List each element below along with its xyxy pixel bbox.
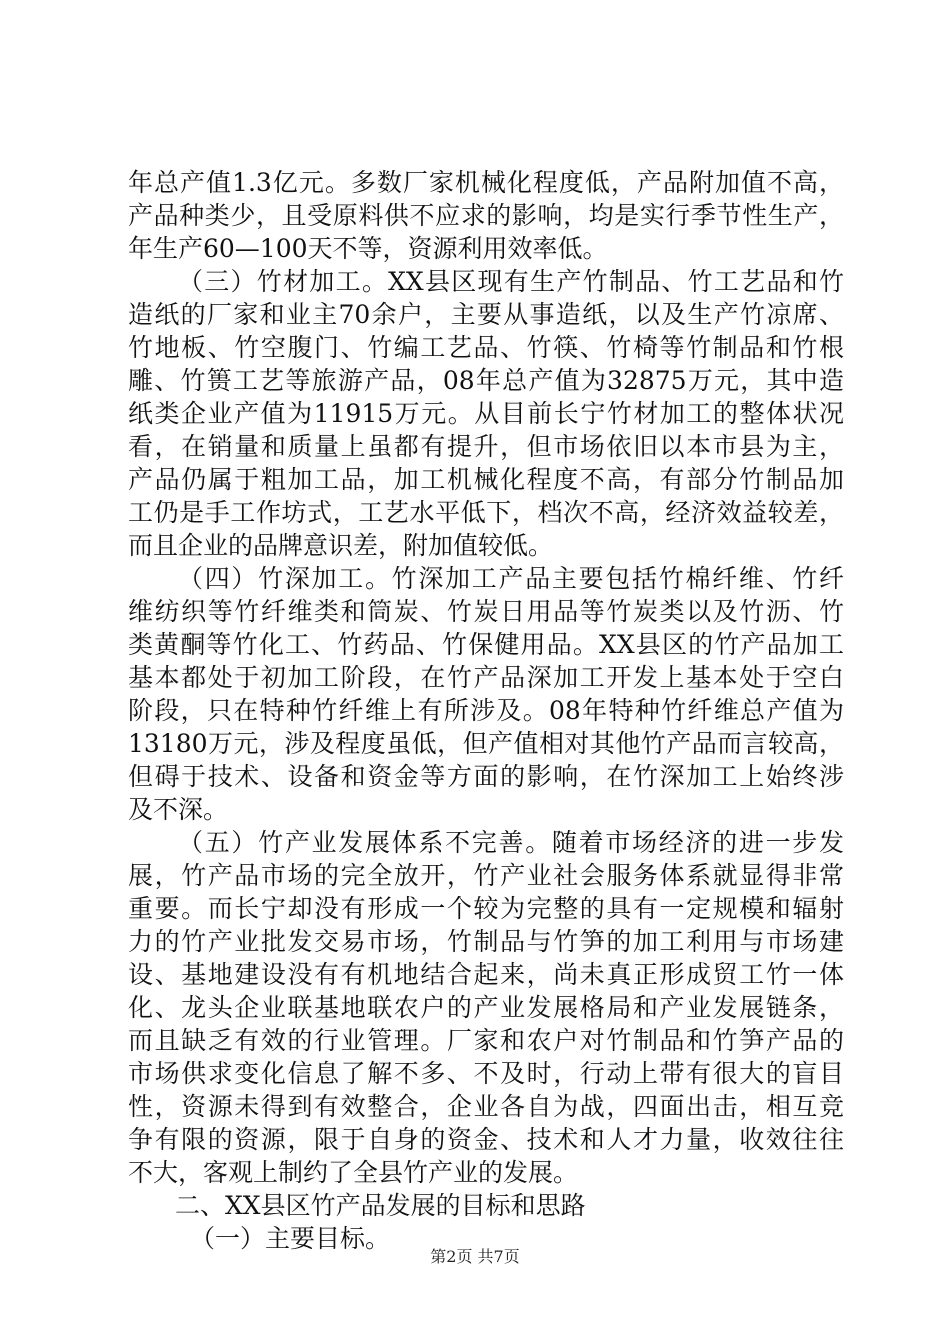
text-line: 竹地板、竹空腹门、竹编工艺品、竹筷、竹椅等竹制品和竹根 (128, 333, 844, 362)
text-line: 但碍于技术、设备和资金等方面的影响，在竹深加工上始终涉 (128, 762, 844, 791)
text-line: 阶段，只在特种竹纤维上有所涉及。08年特种竹纤维总产值为 (128, 696, 844, 725)
text-line: 性，资源未得到有效整合，企业各自为战，四面出击，相互竞 (128, 1092, 844, 1121)
text-line: 设、基地建设没有有机地结合起来，尚未真正形成贸工竹一体 (128, 960, 844, 989)
text-line: 造纸的厂家和业主70余户，主要从事造纸，以及生产竹凉席、 (128, 300, 844, 329)
text-line: 及不深。 (128, 795, 229, 824)
text-line: 类黄酮等竹化工、竹药品、竹保健用品。XX县区的竹产品加工 (128, 630, 844, 659)
text-line: 年总产值1.3亿元。多数厂家机械化程度低，产品附加值不高， (128, 168, 844, 197)
document-body (128, 166, 844, 1255)
text-line: 而且企业的品牌意识差，附加值较低。 (128, 531, 554, 560)
text-line: 纸类企业产值为11915万元。从目前长宁竹材加工的整体状况 (128, 399, 844, 428)
text-line: 看，在销量和质量上虽都有提升，但市场依旧以本市县为主， (128, 432, 844, 461)
page-footer: 第2页 共7页 (430, 1247, 520, 1266)
text-line: 13180万元，涉及程度虽低，但产值相对其他竹产品而言较高， (128, 729, 844, 758)
text-line: （一）主要目标。 (190, 1224, 391, 1253)
text-line: 雕、竹篑工艺等旅游产品，08年总产值为32875万元，其中造 (128, 366, 844, 395)
text-line: 力的竹产业批发交易市场，竹制品与竹笋的加工利用与市场建 (128, 927, 844, 956)
text-line: 维纺织等竹纤维类和筒炭、竹炭日用品等竹炭类以及竹沥、竹 (128, 597, 844, 626)
text-line: 工仍是手工作坊式，工艺水平低下，档次不高，经济效益较差， (128, 498, 844, 527)
text-line: （五）竹产业发展体系不完善。随着市场经济的进一步发 (178, 828, 844, 857)
text-line: 不大，客观上制约了全县竹产业的发展。 (128, 1158, 579, 1187)
text-line: 争有限的资源，限于自身的资金、技术和人才力量，收效往往 (128, 1125, 844, 1154)
text-line: 产品仍属于粗加工品，加工机械化程度不高，有部分竹制品加 (128, 465, 844, 494)
text-line: 而且缺乏有效的行业管理。厂家和农户对竹制品和竹笋产品的 (128, 1026, 844, 1055)
text-line: 重要。而长宁却没有形成一个较为完整的具有一定规模和辐射 (128, 894, 844, 923)
text-line: 展，竹产品市场的完全放开，竹产业社会服务体系就显得非常 (128, 861, 844, 890)
text-line: 化、龙头企业联基地联农户的产业发展格局和产业发展链条， (128, 993, 844, 1022)
text-line: （三）竹材加工。XX县区现有生产竹制品、竹工艺品和竹 (178, 267, 844, 296)
text-line: 基本都处于初加工阶段，在竹产品深加工开发上基本处于空白 (128, 663, 844, 692)
text-line: 产品种类少，且受原料供不应求的影响，均是实行季节性生产， (128, 201, 844, 230)
text-line: 市场供求变化信息了解不多、不及时，行动上带有很大的盲目 (128, 1059, 844, 1088)
text-line: 二、XX县区竹产品发展的目标和思路 (175, 1191, 586, 1220)
text-line: 年生产60—100天不等，资源利用效率低。 (128, 234, 608, 263)
text-line: （四）竹深加工。竹深加工产品主要包括竹棉纤维、竹纤 (178, 564, 844, 593)
